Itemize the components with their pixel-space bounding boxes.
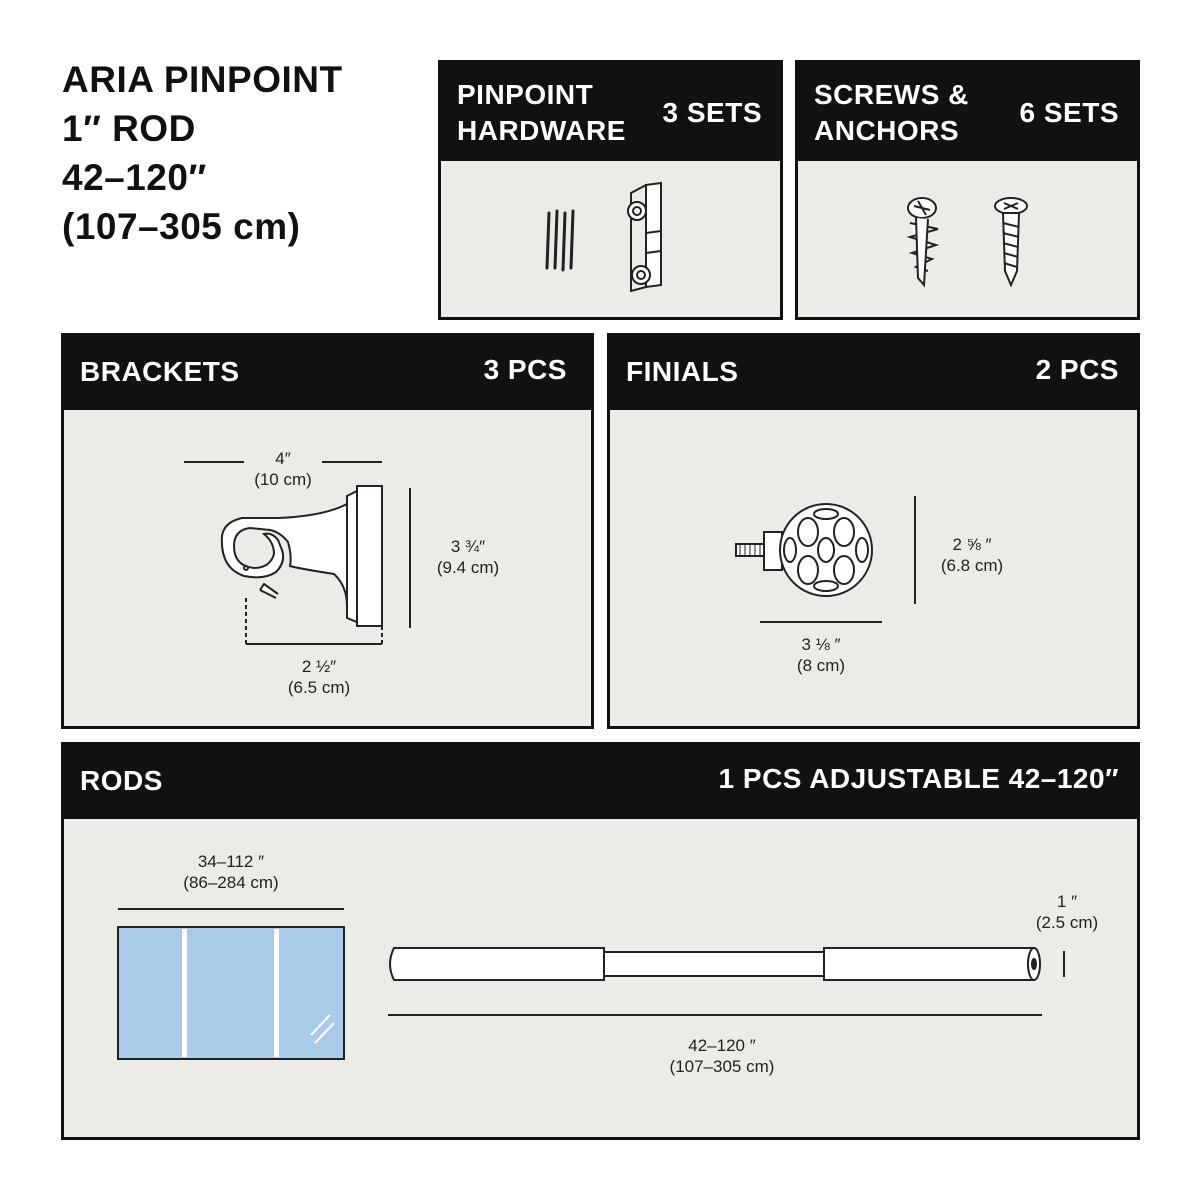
finial-width-dimension [786, 634, 856, 676]
product-title [62, 55, 343, 251]
bracket-depth-cm: (6.5 cm) [287, 678, 351, 697]
bracket-width-dimension [247, 448, 319, 490]
rod-diameter-in: 1 ″ [1056, 892, 1078, 911]
finial-icon [736, 504, 872, 596]
window-width-in: 34–112 ″ [197, 852, 265, 871]
bracket-depth-dimension [264, 656, 374, 698]
pinpoint-bracket-plate-icon [628, 183, 661, 291]
rod-length-in: 42–120 ″ [688, 1036, 756, 1055]
pinpoint-hardware-count: 3 SETS [662, 97, 762, 128]
finial-height-cm: (6.8 cm) [940, 556, 1004, 575]
title-line-name: ARIA PINPOINT [62, 59, 343, 100]
brackets-count: 3 PCS [483, 354, 567, 385]
pinpoint-hardware-label-2: HARDWARE [457, 115, 626, 146]
bracket-height-in: 3 ¾″ [450, 537, 486, 556]
bracket-width-in: 4″ [275, 449, 291, 468]
bracket-width-cm: (10 cm) [254, 470, 312, 489]
title-line-rod: 1″ ROD [62, 108, 196, 149]
rods-label: RODS [80, 765, 163, 796]
finial-width-cm: (8 cm) [796, 656, 846, 675]
screws-anchors-label-2: ANCHORS [814, 115, 960, 146]
pinpoint-hardware-label-1: PINPOINT [457, 79, 594, 110]
finials-count: 2 PCS [1035, 354, 1119, 385]
rods-illustration [64, 745, 1143, 1143]
bracket-depth-in: 2 ½″ [301, 657, 337, 676]
brackets-label: BRACKETS [80, 356, 240, 387]
title-line-length-in: 42–120″ [62, 157, 207, 198]
finial-width-in: 3 ⅛ ″ [801, 635, 841, 654]
bracket-height-cm: (9.4 cm) [436, 558, 500, 577]
title-line-length-cm: (107–305 cm) [62, 206, 301, 247]
finial-height-dimension [922, 534, 1022, 576]
rods-panel [61, 742, 1140, 1140]
rods-count: 1 PCS ADJUSTABLE 42–120″ [718, 763, 1119, 794]
finials-label: FINIALS [626, 356, 739, 387]
rod-length-cm: (107–305 cm) [669, 1057, 775, 1076]
rod-diameter-dimension [1012, 891, 1122, 933]
screws-anchors-panel [795, 60, 1140, 320]
rod-diameter-cm: (2.5 cm) [1035, 913, 1099, 932]
screws-anchors-illustration [798, 63, 1143, 323]
finial-height-in: 2 ⅝ ″ [952, 535, 992, 554]
finials-panel [607, 333, 1140, 729]
window-icon [118, 927, 344, 1059]
wall-anchor-icon [908, 198, 938, 285]
bracket-height-dimension [418, 536, 518, 578]
window-width-dimension [156, 851, 306, 893]
pins-icon [547, 211, 573, 270]
finial-illustration [610, 336, 1143, 732]
rod-length-dimension [647, 1035, 797, 1077]
screw-icon [995, 198, 1027, 285]
screws-anchors-label-1: SCREWS & [814, 79, 969, 110]
brackets-panel [61, 333, 594, 729]
pinpoint-hardware-panel [438, 60, 783, 320]
screws-anchors-count: 6 SETS [1019, 97, 1119, 128]
pinpoint-hardware-illustration [441, 63, 786, 323]
window-width-cm: (86–284 cm) [183, 873, 279, 892]
rod-icon [390, 948, 1040, 980]
